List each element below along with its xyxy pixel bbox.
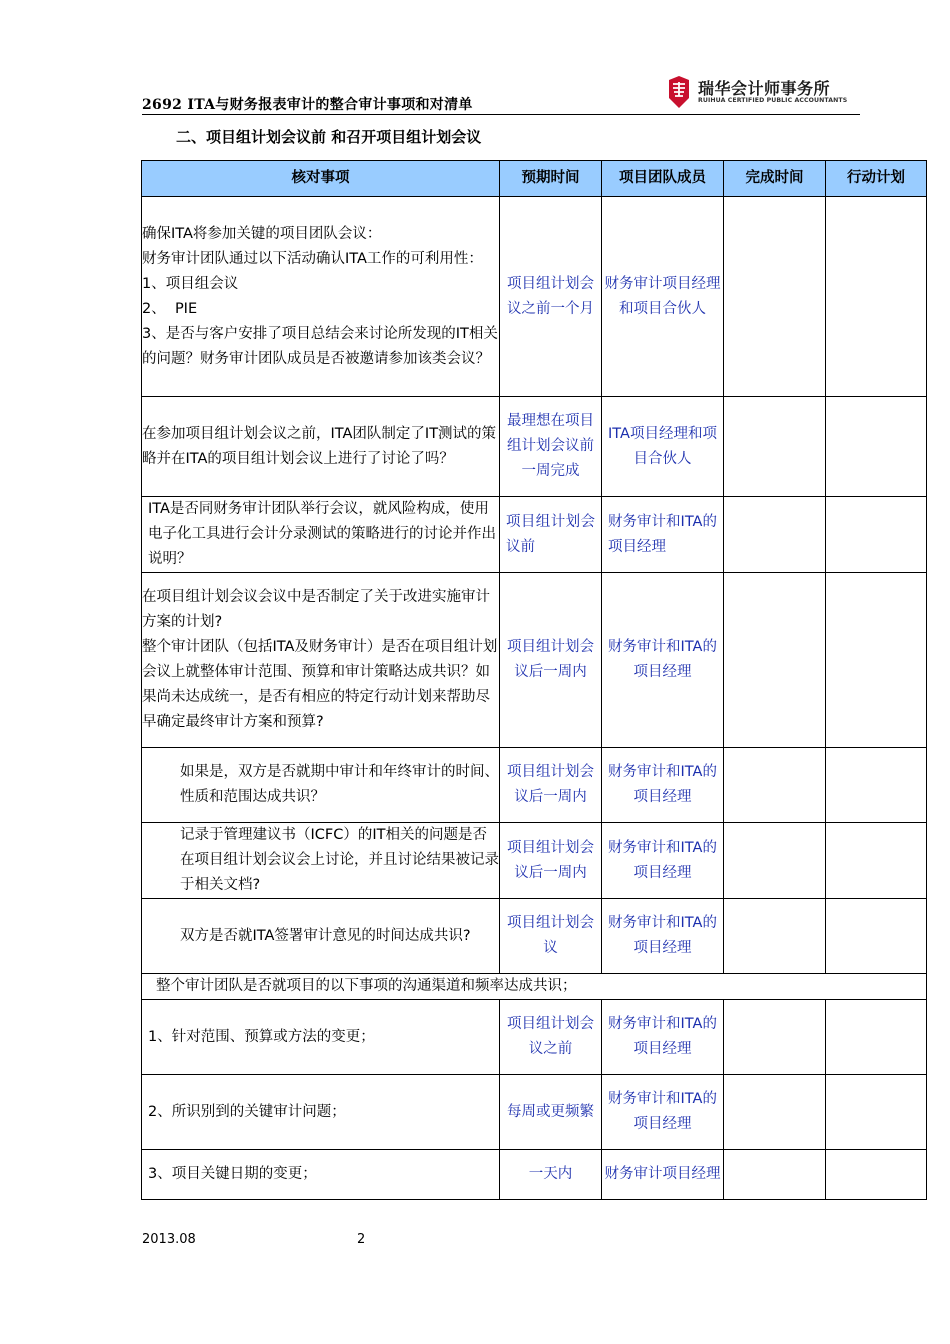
table-row — [142, 748, 927, 823]
expected-time-cell: 最理想在项目组计划会议前一周完成 — [500, 397, 602, 497]
expected-time-cell: 一天内 — [500, 1150, 602, 1200]
team-member-cell: 财务审计和ITA的项目经理 — [602, 899, 724, 974]
header-divider — [142, 114, 860, 115]
check-item-cell — [142, 197, 500, 397]
table-row — [142, 1075, 927, 1150]
column-header-expected-time: 预期时间 — [500, 161, 602, 197]
firm-logo — [666, 76, 866, 110]
table-row — [142, 1000, 927, 1075]
team-member-cell: 财务审计和ITA的项目经理 — [602, 1000, 724, 1075]
table-row — [142, 899, 927, 974]
action-plan-cell[interactable] — [826, 823, 927, 899]
check-item-line: 财务审计团队通过以下活动确认ITA工作的可利用性： — [142, 250, 483, 267]
table-header-row — [142, 161, 927, 197]
team-member-cell: 财务审计和ITA的项目经理 — [602, 1075, 724, 1150]
table-row — [142, 197, 927, 397]
team-member-cell: 财务审计和ITA的项目经理 — [602, 497, 724, 573]
expected-time-cell: 项目组计划会议之前一个月 — [500, 197, 602, 397]
table-row — [142, 1150, 927, 1200]
check-item-cell — [142, 899, 500, 974]
check-item-line: 整个审计团队（包括ITA及财务审计）是否在项目组计划会议上就整体审计范围、预算和审计策略达成共识？如果尚未达成统一，是否有相应的特定行动计划来帮助尽早确定最终审计方案和预算? — [142, 639, 498, 730]
section-title: 二、项目组计划会议前 和召开项目组计划会议 — [176, 128, 482, 146]
completion-time-cell[interactable] — [724, 197, 826, 397]
document-header-title: 2692 ITA与财务报表审计的整合审计事项和对清单 — [142, 97, 473, 113]
action-plan-cell[interactable] — [826, 1150, 927, 1200]
check-item-line: 在参加项目组计划会议之前，ITA团队制定了IT测试的策略并在ITA的项目组计划会议上进行了讨论了吗？ — [142, 425, 497, 467]
ruihua-logo-icon — [666, 76, 692, 108]
check-item-cell — [142, 1000, 500, 1075]
expected-time-cell: 项目组计划会议后一周内 — [500, 748, 602, 823]
check-item-line: 2、 PIE — [142, 300, 198, 317]
completion-time-cell[interactable] — [724, 573, 826, 748]
footer-date: 2013.08 — [142, 1232, 196, 1247]
expected-time-cell: 项目组计划会议之前 — [500, 1000, 602, 1075]
check-item-line: 如果是，双方是否就期中审计和年终审计的时间、性质和范围达成共识？ — [180, 764, 499, 805]
action-plan-cell[interactable] — [826, 748, 927, 823]
completion-time-cell[interactable] — [724, 397, 826, 497]
team-member-cell: 财务审计项目经理 — [602, 1150, 724, 1200]
check-item-line: ITA是否同财务审计团队举行会议，就风险构成，使用电子化工具进行会计分录测试的策略进行的讨论并作出说明？ — [148, 501, 496, 567]
table-row — [142, 397, 927, 497]
footer-page-number: 2 — [357, 1232, 366, 1247]
action-plan-cell[interactable] — [826, 197, 927, 397]
completion-time-cell[interactable] — [724, 748, 826, 823]
table-row — [142, 823, 927, 899]
check-item-cell — [142, 1075, 500, 1150]
check-item-line: 1、针对范围、预算或方法的变更； — [148, 1028, 375, 1045]
table-row — [142, 974, 927, 1000]
check-item-line: 在项目组计划会议会议中是否制定了关于改进实施审计方案的计划? — [142, 589, 490, 630]
full-width-item-cell: 整个审计团队是否就项目的以下事项的沟通渠道和频率达成共识； — [142, 974, 927, 1000]
action-plan-cell[interactable] — [826, 497, 927, 573]
team-member-cell: 财务审计和ITA的项目经理 — [602, 748, 724, 823]
completion-time-cell[interactable] — [724, 497, 826, 573]
check-item-cell — [142, 748, 500, 823]
team-member-cell: 财务审计和ITA的项目经理 — [602, 573, 724, 748]
check-item-line: 记录于管理建议书（ICFC）的IT相关的问题是否在项目组计划会议会上讨论，并且讨论结果被记录于相关文档? — [180, 827, 499, 893]
expected-time-cell: 项目组计划会议后一周内 — [500, 573, 602, 748]
table-row — [142, 573, 927, 748]
team-member-cell: ITA项目经理和项目合伙人 — [602, 397, 724, 497]
expected-time-cell: 项目组计划会议后一周内 — [500, 823, 602, 899]
check-item-line: 2、所识别到的关键审计问题； — [148, 1103, 346, 1120]
check-item-cell — [142, 573, 500, 748]
check-item-cell — [142, 823, 500, 899]
team-member-cell: 财务审计项目经理和项目合伙人 — [602, 197, 724, 397]
check-item-line: 3、是否与客户安排了项目总结会来讨论所发现的IT相关的问题？财务审计团队成员是否被邀请参加该类会议？ — [142, 325, 498, 367]
check-item-line: 确保ITA将参加关键的项目团队会议： — [142, 225, 382, 242]
column-header-completion-time: 完成时间 — [724, 161, 826, 197]
column-header-check-item: 核对事项 — [142, 161, 500, 197]
expected-time-cell: 项目组计划会议 — [500, 899, 602, 974]
team-member-cell: 财务审计和ITA的项目经理 — [602, 823, 724, 899]
completion-time-cell[interactable] — [724, 899, 826, 974]
check-item-cell — [142, 397, 500, 497]
completion-time-cell[interactable] — [724, 1150, 826, 1200]
action-plan-cell[interactable] — [826, 1000, 927, 1075]
completion-time-cell[interactable] — [724, 1075, 826, 1150]
table-row — [142, 497, 927, 573]
check-item-line: 1、项目组会议 — [142, 275, 239, 292]
column-header-action-plan: 行动计划 — [826, 161, 927, 197]
action-plan-cell[interactable] — [826, 573, 927, 748]
check-item-line: 双方是否就ITA签署审计意见的时间达成共识? — [180, 927, 471, 944]
action-plan-cell[interactable] — [826, 1075, 927, 1150]
action-plan-cell[interactable] — [826, 397, 927, 497]
logo-english-name: RUIHUA CERTIFIED PUBLIC ACCOUNTANTS — [698, 97, 848, 104]
logo-chinese-name: 瑞华会计师事务所 — [698, 79, 831, 98]
completion-time-cell[interactable] — [724, 823, 826, 899]
check-item-cell — [142, 1150, 500, 1200]
action-plan-cell[interactable] — [826, 899, 927, 974]
expected-time-cell: 每周或更频繁 — [500, 1075, 602, 1150]
completion-time-cell[interactable] — [724, 1000, 826, 1075]
expected-time-cell: 项目组计划会议前 — [500, 497, 602, 573]
check-item-line: 3、项目关键日期的变更； — [148, 1166, 317, 1182]
checklist-table — [141, 160, 927, 1200]
check-item-cell — [142, 497, 500, 573]
column-header-team-members: 项目团队成员 — [602, 161, 724, 197]
